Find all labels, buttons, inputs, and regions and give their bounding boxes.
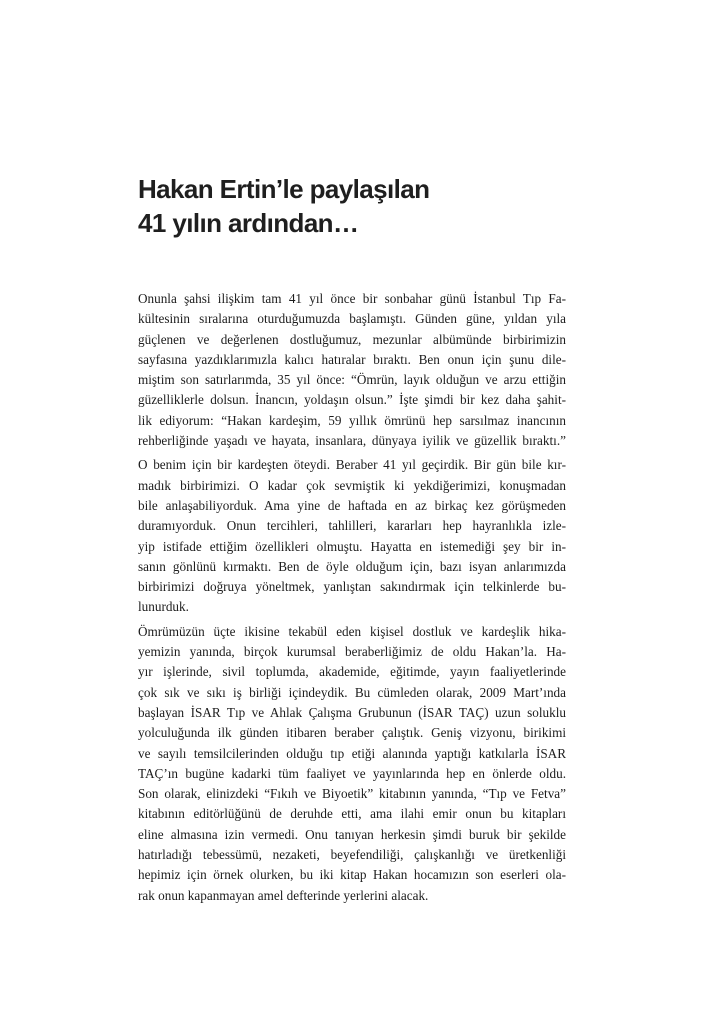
text-line: Ömrümüzün üçte ikisine tekabül eden kişisel dostluk ve kardeşlik hika- [138, 623, 566, 639]
text-line: Son olarak, elinizdeki “Fıkıh ve Biyoetik” kitabının yanında, “Tıp ve Fetva” [138, 786, 566, 802]
text-line: sanın gönlünü kırmaktı. Ben de öyle olduğum için, bazı isyan anlarımızda [138, 558, 566, 574]
text-line: başlayan İSAR Tıp ve Ahlak Çalışma Grubunun (İSAR TAÇ) uzun soluklu [138, 704, 566, 720]
text-line: ve sayılı temsilcilerinden olduğu tıp etiği alanında yaptığı katkılarla İSAR [138, 745, 566, 761]
text-line: O benim için bir kardeşten öteydi. Beraber 41 yıl geçirdik. Bir gün bile kır- [138, 457, 566, 473]
text-line: yolculuğunda ilk günden itibaren beraber çalıştık. Geniş vizyonu, birikimi [138, 725, 566, 741]
text-line: hepimiz için örnek olurken, bu iki kitap Hakan hocamızın son eserleri ola- [138, 867, 566, 883]
text-line: sayfasına yazdıklarımızla kalıcı hatıralar bıraktı. Ben onun için şunu dile- [138, 351, 566, 367]
page-title [138, 172, 578, 240]
text-line: eline almasına izin vermedi. Onu tanıyan herkesin şimdi buruk bir şekilde [138, 826, 566, 842]
text-line: duramıyorduk. Onun tercihleri, tahlilleri, kararları hep hayranlıkla izle- [138, 518, 566, 534]
text-line: kitabının editörlüğünü de deruhde etti, ama ilahi emir onun bu kitapları [138, 806, 566, 822]
text-line: lik ediyorum: “Hakan kardeşim, 59 yıllık ömrünü hep sarsılmaz inancının [138, 412, 566, 428]
text-line: madık birbirimizi. O kadar çok sevmiştik ki yekdiğerimizi, konuşmadan [138, 477, 566, 493]
text-line: yip istifade ettiğim özellikleri olmuştu. Hayatta en istemediği şey bir in- [138, 538, 566, 554]
paragraph-3 [138, 622, 566, 906]
text-line: hatırladığı tebessümü, nezaketi, beyefendiliği, çalışkanlığı ve üretkenliği [138, 847, 566, 863]
text-line: güçlenen ve değerlenen dostluğumuz, mezunlar albümünde birbirimizin [138, 331, 566, 347]
text-line: rak onun kapanmayan amel defterinde yerlerini alacak. [138, 887, 429, 903]
text-line: kültesinin sıralarına oturduğumuzda başlamıştı. Günden güne, yıldan yıla [138, 311, 566, 327]
text-line: çok sık ve sıkı iş birliği içindeydik. Bu cümleden olarak, 2009 Mart’ında [138, 684, 566, 700]
title-line-1: Hakan Ertin’le paylaşılan [138, 174, 430, 204]
text-line: lunurduk. [138, 599, 189, 615]
text-line: TAÇ’ın bugüne kadarki tüm faaliyet ve yayınlarında hep en önlerde oldu. [138, 765, 566, 781]
article-body [138, 289, 566, 910]
paragraph-1 [138, 289, 566, 451]
paragraph-2 [138, 455, 566, 617]
text-line: Onunla şahsi ilişkim tam 41 yıl önce bir sonbahar günü İstanbul Tıp Fa- [138, 291, 566, 306]
text-line: miştim son satırlarımda, 35 yıl önce: “Ömrün, layık olduğun ve arzu ettiğin [138, 372, 566, 388]
title-line-2: 41 yılın ardından… [138, 208, 359, 238]
text-line: güzelliklerle dolsun. İnancın, yoldaşın olsun.” İşte şimdi bir kez daha şahit- [138, 392, 566, 408]
text-line: bile anlaşabiliyorduk. Ama yine de haftada en az birkaç kez görüşmeden [138, 497, 566, 513]
text-line: yır işlerinde, sivil toplumda, akademide, eğitimde, yayın faaliyetlerinde [138, 664, 566, 680]
text-line: rehberliğinde yaşadı ve hayata, insanlara, dünyaya iyilik ve güzellik bıraktı.” [138, 433, 566, 449]
text-line: yemizin yanında, birçok kurumsal beraberliğimiz de oldu Hakan’la. Ha- [138, 644, 566, 660]
text-line: birbirimizi doğruya yöneltmek, yanlıştan sakındırmak için telkinlerde bu- [138, 579, 566, 595]
